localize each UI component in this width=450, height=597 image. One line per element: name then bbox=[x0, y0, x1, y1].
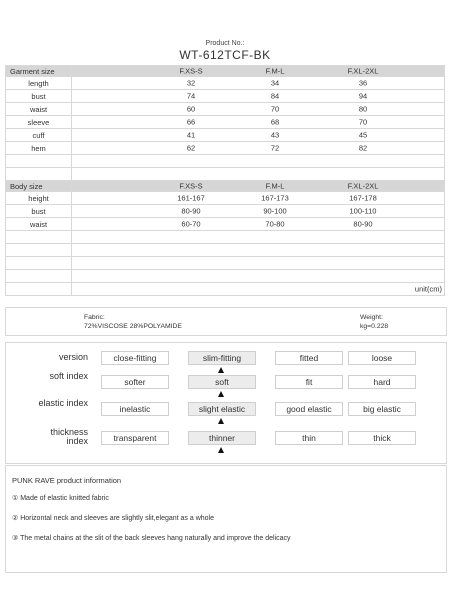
garment-row-values bbox=[72, 77, 445, 90]
body-col-xl-2xl: F.XL-2XL bbox=[347, 181, 379, 191]
garment-empty-row bbox=[6, 155, 445, 168]
garment-cell: 80 bbox=[358, 104, 368, 114]
selected-marker-icon bbox=[218, 418, 224, 424]
body-row bbox=[6, 218, 445, 231]
garment-row-label: length bbox=[6, 77, 72, 90]
garment-cell: 70 bbox=[358, 117, 368, 127]
unit-label: unit(cm) bbox=[414, 284, 442, 294]
selected-marker-icon bbox=[218, 447, 224, 453]
garment-row-label: bust bbox=[6, 90, 72, 103]
body-cell: 80-90 bbox=[181, 206, 201, 216]
feature-option: slight elastic bbox=[188, 402, 256, 416]
feature-option: fitted bbox=[275, 351, 343, 365]
garment-row bbox=[6, 142, 445, 155]
product-model: WT-612TCF-BK bbox=[179, 48, 271, 62]
feature-option: thick bbox=[348, 431, 416, 445]
garment-row bbox=[6, 116, 445, 129]
feature-option: fit bbox=[275, 375, 343, 389]
feature-option: transparent bbox=[101, 431, 169, 445]
body-size-title: Body size bbox=[6, 181, 72, 192]
feature-option: soft bbox=[188, 375, 256, 389]
feature-option: loose bbox=[348, 351, 416, 365]
garment-cell: 84 bbox=[270, 91, 280, 101]
garment-row-values bbox=[72, 129, 445, 142]
garment-row bbox=[6, 77, 445, 90]
body-row-values bbox=[72, 218, 445, 231]
body-row-label: bust bbox=[6, 205, 72, 218]
garment-row bbox=[6, 90, 445, 103]
garment-cell: 43 bbox=[270, 130, 280, 140]
garment-col-m-l: F.M-L bbox=[265, 66, 285, 76]
feature-label: soft index bbox=[49, 371, 88, 381]
weight-value: kg=0.228 bbox=[360, 323, 389, 330]
feature-option: hard bbox=[348, 375, 416, 389]
garment-cell: 82 bbox=[358, 143, 368, 153]
garment-col-xs-s: F.XS-S bbox=[179, 66, 203, 76]
selected-marker-icon bbox=[218, 367, 224, 373]
feature-option: thin bbox=[275, 431, 343, 445]
body-cell: 100-110 bbox=[349, 206, 377, 216]
body-col-xs-s: F.XS-S bbox=[179, 181, 203, 191]
product-info-item: ② Horizontal neck and sleeves are slightly slit,elegant as a whole bbox=[12, 515, 214, 522]
body-empty-row bbox=[6, 231, 445, 244]
garment-cell: 94 bbox=[358, 91, 368, 101]
garment-header-row bbox=[6, 66, 445, 77]
garment-cell: 70 bbox=[270, 104, 280, 114]
body-header-row bbox=[6, 181, 445, 192]
garment-row-values bbox=[72, 142, 445, 155]
garment-row bbox=[6, 129, 445, 142]
garment-size-table bbox=[5, 65, 445, 181]
body-cell: 80-90 bbox=[353, 219, 373, 229]
body-cell: 60-70 bbox=[181, 219, 201, 229]
fabric-box bbox=[5, 307, 447, 336]
garment-row-label: cuff bbox=[6, 129, 72, 142]
body-col-m-l: F.M-L bbox=[265, 181, 285, 191]
feature-option: close-fitting bbox=[101, 351, 169, 365]
product-no-label: Product No.: bbox=[205, 40, 245, 47]
feature-option: softer bbox=[101, 375, 169, 389]
garment-row-label: hem bbox=[6, 142, 72, 155]
body-unit-row bbox=[6, 283, 445, 296]
body-size-table bbox=[5, 180, 445, 296]
garment-header-cols bbox=[72, 66, 445, 77]
garment-col-xl-2xl: F.XL-2XL bbox=[347, 66, 379, 76]
body-cell: 167-178 bbox=[349, 193, 377, 203]
feature-option: inelastic bbox=[101, 402, 169, 416]
feature-index-box bbox=[5, 342, 447, 464]
fabric-value: 72%VISCOSE 28%POLYAMIDE bbox=[84, 323, 182, 330]
garment-cell: 34 bbox=[270, 78, 280, 88]
body-row-values bbox=[72, 205, 445, 218]
garment-cell: 32 bbox=[186, 78, 196, 88]
garment-cell: 74 bbox=[186, 91, 196, 101]
garment-cell: 41 bbox=[186, 130, 196, 140]
garment-cell: 62 bbox=[186, 143, 196, 153]
feature-option: thinner bbox=[188, 431, 256, 445]
garment-row-values bbox=[72, 90, 445, 103]
garment-cell: 68 bbox=[270, 117, 280, 127]
garment-row bbox=[6, 103, 445, 116]
selected-marker-icon bbox=[218, 391, 224, 397]
weight-info bbox=[360, 313, 388, 331]
body-cell: 161-167 bbox=[177, 193, 205, 203]
weight-label: Weight: bbox=[360, 314, 383, 321]
body-cell: 167-173 bbox=[261, 193, 289, 203]
feature-option: slim-fitting bbox=[188, 351, 256, 365]
product-info-box bbox=[5, 465, 447, 573]
fabric-info bbox=[84, 313, 182, 331]
garment-row-values bbox=[72, 103, 445, 116]
body-cell: 70-80 bbox=[265, 219, 285, 229]
body-header-cols bbox=[72, 181, 445, 192]
product-info-item: ③ The metal chains at the slit of the back sleeves hang naturally and improve the delicacy bbox=[12, 535, 291, 542]
garment-size-title: Garment size bbox=[6, 66, 72, 77]
body-row-label: waist bbox=[6, 218, 72, 231]
garment-cell: 60 bbox=[186, 104, 196, 114]
body-row bbox=[6, 205, 445, 218]
body-empty-row bbox=[6, 244, 445, 257]
body-row bbox=[6, 192, 445, 205]
garment-cell: 72 bbox=[270, 143, 280, 153]
garment-row-label: sleeve bbox=[6, 116, 72, 129]
feature-label: elastic index bbox=[38, 398, 88, 408]
garment-row-values bbox=[72, 116, 445, 129]
body-empty-row bbox=[6, 257, 445, 270]
body-empty-row bbox=[6, 270, 445, 283]
product-info-title: PUNK RAVE product information bbox=[12, 476, 122, 485]
feature-option: good elastic bbox=[275, 402, 343, 416]
garment-empty-row bbox=[6, 168, 445, 181]
body-row-values bbox=[72, 192, 445, 205]
garment-cell: 45 bbox=[358, 130, 368, 140]
body-cell: 90-100 bbox=[263, 206, 287, 216]
feature-option: big elastic bbox=[348, 402, 416, 416]
garment-row-label: waist bbox=[6, 103, 72, 116]
garment-cell: 66 bbox=[186, 117, 196, 127]
product-info-item: ① Made of elastic knitted fabric bbox=[12, 495, 109, 502]
garment-cell: 36 bbox=[358, 78, 368, 88]
feature-label: version bbox=[58, 352, 88, 362]
fabric-label: Fabric: bbox=[84, 314, 105, 321]
body-row-label: height bbox=[6, 192, 72, 205]
feature-label: thickness index bbox=[50, 427, 88, 446]
